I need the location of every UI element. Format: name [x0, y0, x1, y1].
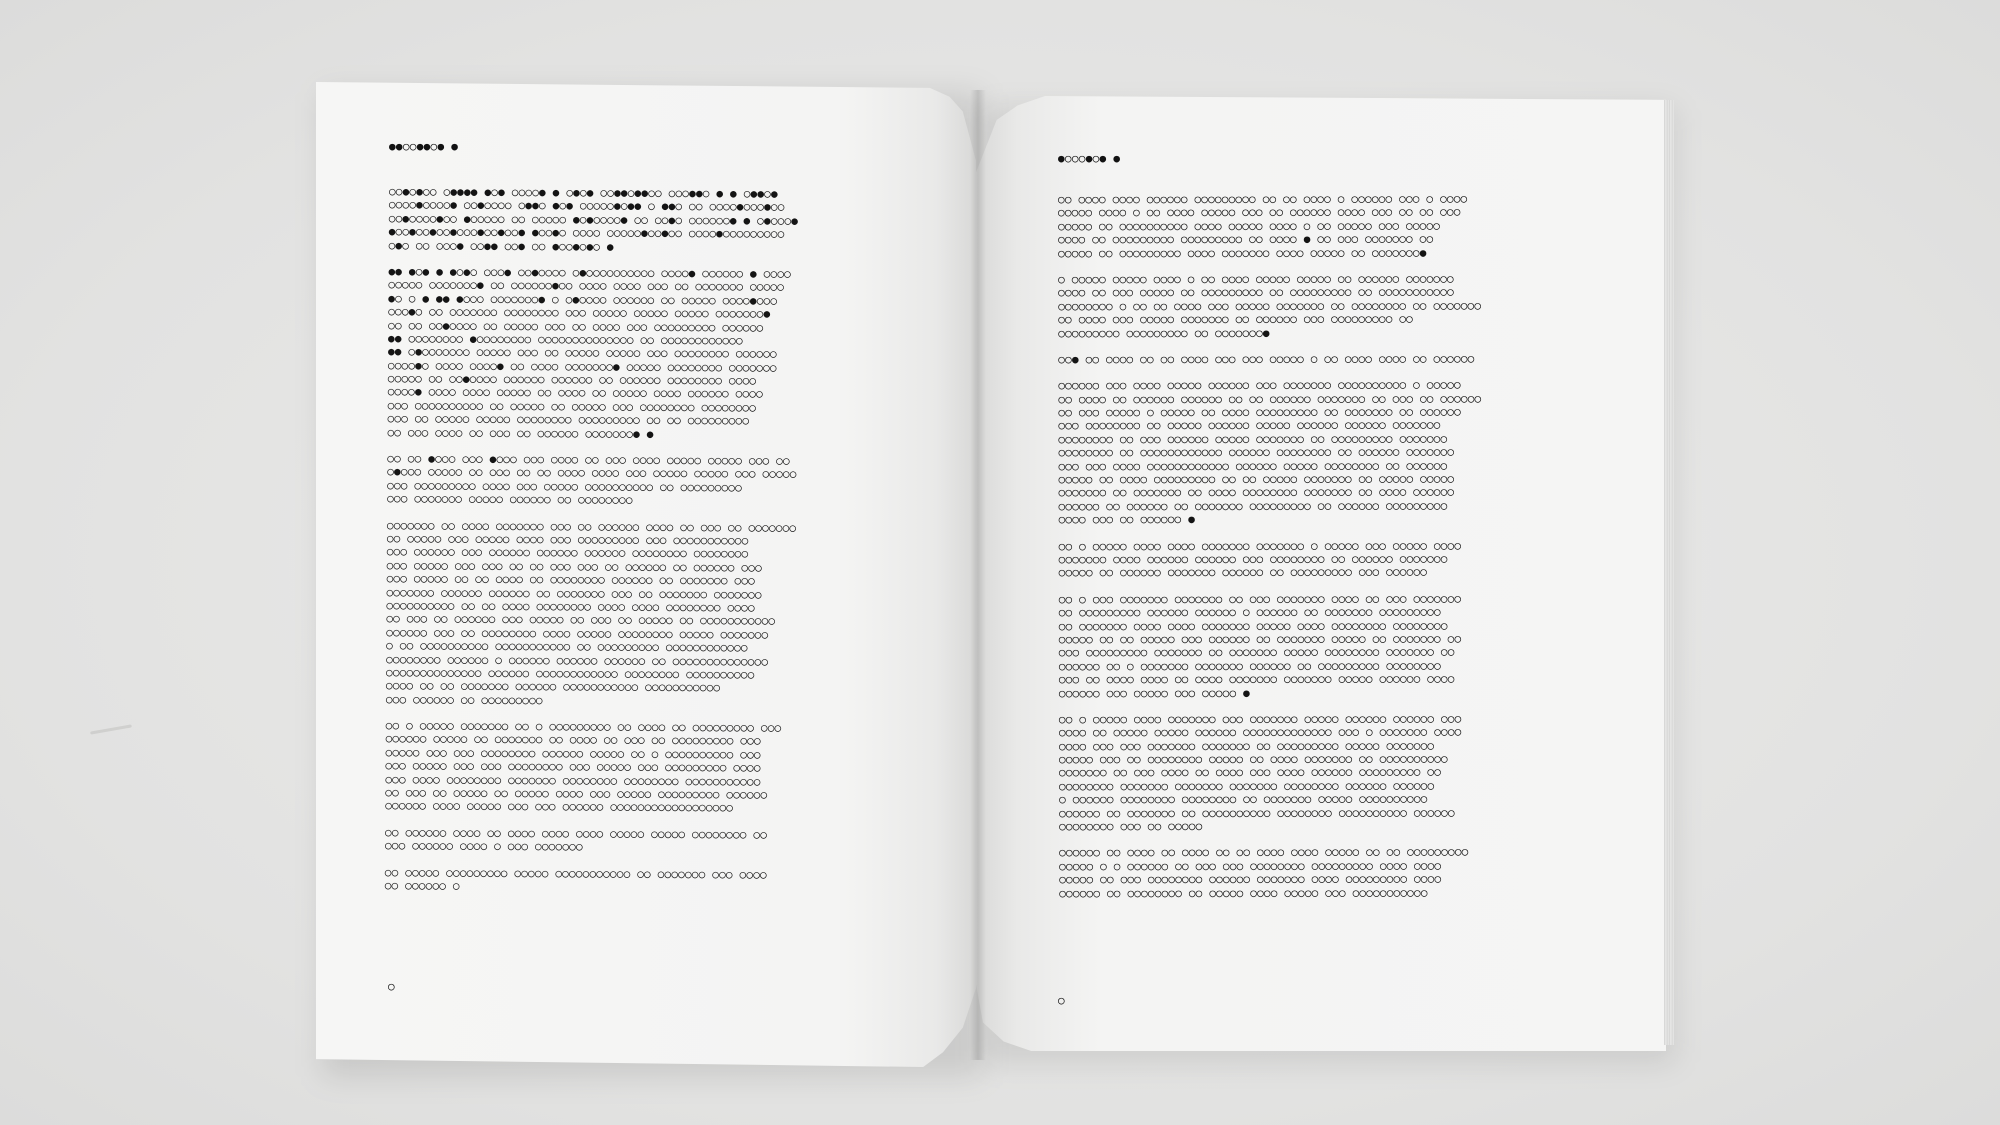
text-line: ○○ ○○ ○○●○○○○ ○○ ○○○○○ ○○○ ○○ ○○○○ ○○○ ○○○○○○○○○ ○○○○○○: [388, 318, 764, 334]
text-line: ○○ ○○○○ ○○○○ ○○○○○○ ○○○○○○○○○ ○○ ○○ ○○○○ ○ ○○○○○○ ○○○ ○ ○○○○: [1058, 192, 1468, 206]
text-line: ○○ ○ ○○○○○ ○○○○ ○○○○○○○ ○○○ ○○○○○○○ ○○○○○ ○○○○○○ ○○○○○○ ○○○: [1058, 712, 1462, 726]
paragraph: [1058, 272, 1481, 340]
page-stack-edges: [1664, 100, 1674, 1045]
text-line: ○○○○ ○○ ○○○○○ ○○○○○ ○○○○○○ ○○○○○○○○○○○○○ ○○○ ○ ○○○○○○○ ○○○○: [1058, 725, 1462, 740]
text-line: ○○○○○ ○○○ ○○ ○○○○○○○○ ○○○○○ ○○ ○○○○ ○○○○○○○ ○○ ○○○○○○○○○○: [1058, 752, 1448, 767]
text-line: ○○ ○○ ●○○○ ○○○ ●○○○ ○○○ ○○○○ ○○ ○○○ ○○○○ ○○○○○ ○○○○○ ○○○ ○○: [387, 452, 790, 468]
text-line: ○●○○○ ○○○○○ ○○ ○○○ ○○ ○○ ○○○○ ○○○○ ○○○ ○○○○○ ○○○○○ ○○○ ○○○○○: [387, 465, 797, 481]
paragraph: [1059, 846, 1482, 900]
text-line: ○○○ ○○ ○○○○○ ○○○○○ ○○○○○○○○ ○○○○○○○○○ ○○ ○○ ○○○○○○○○○: [387, 412, 750, 428]
text-line: ○○○○○○ ○○○○○ ○○ ○○○○○○○ ○○ ○○○○ ○○ ○○○ ○○ ○○○○○○○○○ ○○○: [385, 732, 761, 748]
text-line: ○○ ○○○ ○○○○ ○○ ○○○ ○○ ○○○○○○ ○○○○○○○● ●: [387, 425, 654, 441]
text-line: ○○○○○○○ ○○ ○○○○ ○○○○○○○ ○○○ ○○ ○○○○○○ ○○○○ ○○ ○○○ ○○ ○○○○○○○: [386, 518, 797, 535]
text-line: ○○○ ○○○○○○○○○ ○○○○○○○ ○○ ○○○○○○○ ○○○○○ ○○○○○○○○ ○○○○○○○ ○○: [1058, 645, 1455, 660]
text-line: ○○○○ ○○○ ○○○ ○○○○○○○ ○○○○○○○ ○○ ○○○○○○○○○ ○○○○○ ○○○○○○○: [1058, 739, 1435, 753]
text-line: ○○○ ○○○○○○ ○○○ ○○○○○○ ○○○○○○ ○○○○○○ ○○○○○○○○ ○○○○○○○○: [386, 545, 749, 561]
text-line: ○○○○● ○○○○ ○○○○ ○○○○○ ○○ ○○○○ ○○ ○○○○○ ○○○○ ○○○○○○ ○○○○: [387, 385, 764, 401]
text-line: ○○ ○○○ ○○ ○○○○○ ○○ ○○○○○ ○○○○ ○○○ ○○○○○ ○○○○○○○○○ ○○○○○○: [385, 786, 768, 802]
text-line: ○○ ○○○○○ ○○○ ○○○○○ ○○○○ ○○○ ○○○○○○○○○ ○○○ ○○○○○○○○○○○: [386, 531, 749, 548]
paragraph: [387, 452, 797, 508]
text-line: ○○○○○○○○ ○○ ○○○ ○○○○○○ ○○○○○ ○○○○○○○ ○○ ○○○○○○○○○ ○○○○○○○: [1058, 432, 1448, 446]
text-line: ○○○○○ ○○ ○○●○○○○ ○○○○○○ ○○○○○○ ○○ ○○○○○○ ○○○○○○○○ ○○○○: [387, 372, 757, 388]
paragraph: [389, 185, 799, 254]
paragraph: [1058, 379, 1481, 527]
text-line: ○ ○○○○○ ○○○○○ ○○○○ ○ ○○ ○○○○ ○○○○○ ○○○○○ ○○ ○○○○○○ ○○○○○○○: [1058, 272, 1454, 286]
text-line: ○○○○○ ○ ○ ○○○○○○ ○○ ○○○ ○○○ ○○○○○○○○ ○○○○○○○○○ ○○○○ ○○○○: [1059, 859, 1442, 873]
text-line: ○○○ ○○○○○ ○○ ○○ ○○○○ ○○ ○○○○○○○○ ○○○○○○ ○○ ○○○○○○○ ○○○: [386, 572, 756, 588]
text-line: ○○○ ○○○ ○○○○ ○○○○○○○○○○○○ ○○○○○○ ○○○○○ ○○○○○○○○ ○○ ○○○○○○: [1058, 458, 1448, 473]
text-line: ○○○○ ○○ ○○○○○○○○○ ○○○○○○○○○ ○○ ○○○○ ● ○○ ○○○ ○○○○○○○ ○○: [1058, 232, 1434, 247]
paragraph: [1059, 592, 1482, 700]
text-line: ○○ ○○○○○○ ○: [384, 878, 460, 893]
text-line: ○○○ ○○○○○○○ ○○○○○ ○○○○○○ ○○ ○○○○○○○○: [387, 492, 633, 507]
text-line: ○○ ○○○○○○○ ○○○○ ○○○○ ○○○○○○○ ○○○○○ ○○○○ ○○○○○○○○ ○○○○○○○○: [1058, 618, 1448, 633]
text-line: ○○○○○○ ○○○ ○○○○○ ○○○ ○○○○○ ●: [1058, 686, 1250, 700]
text-line: ○○○○ ○○○ ○○ ○○○○○○ ●: [1058, 512, 1196, 527]
paragraph: [1058, 352, 1481, 366]
paragraph: [385, 826, 795, 855]
text-line: ○○○○○ ○○ ○○○○○○○○○○ ○○○○ ○○○○○ ○○○○ ○ ○○ ○○○○○ ○○○ ○○○○○: [1058, 219, 1441, 233]
text-line: ○○○○○○○○ ○ ○○ ○○ ○○○○ ○○○ ○○○○○ ○○○○○○○ ○○ ○○○○○○○○ ○○ ○○○○○○○: [1058, 298, 1482, 313]
text-line: ○○○○○○ ○○ ○ ○○○○○○○ ○○○○○○○ ○○○○○○ ○○ ○○○○○○○○○ ○○○○○○○○: [1058, 659, 1441, 673]
text-line: ○○○○○○ ○○ ○○○○○○○ ○○ ○○○○○○○○○○ ○○○○○○○○ ○○○○○○○○○○ ○○○○○○: [1059, 805, 1455, 820]
text-line: ○○○ ○○○○○○○○○ ○○○○ ○○○ ○○○○○ ○○○○○○○○○○ ○○ ○○○○○○○○○: [387, 478, 742, 494]
text-line: ○●○ ○○ ○○○● ○○●● ○○● ○○ ●○○●○●○ ●: [388, 238, 614, 253]
text-line: ○○○○○ ○○ ○○○ ○○○○○○○○ ○○○○○○ ○○○○○○○ ○○○○ ○○○○○○○○○ ○○○○: [1059, 872, 1442, 887]
text-line: ○○ ○ ○○○○○ ○○○○ ○○○○ ○○○○○○○ ○○○○○○○ ○ ○○○○○ ○○○ ○○○○○ ○○○○: [1058, 538, 1462, 553]
text-line: ●○○●○○●○○●○○○●○○●○○● ●○○●○ ○○○○ ○○○○○●○○●○○ ○○○○●○○○○○○○○○: [388, 225, 785, 241]
text-line: ○○○○●○○○○● ○○●○○○○ ○●●○ ●○● ○○○○○●○●● ○ ●●○ ○○ ○○○○●○○○●○○: [388, 198, 785, 214]
text-line: ○○ ○○○ ○○○○○ ○ ○○○○○ ○○ ○○○○ ○○○○○○○○○ ○○ ○○○○○○○ ○○ ○○○○○○: [1058, 405, 1461, 420]
text-line: ○○● ○○ ○○○○ ○○ ○○ ○○○○ ○○○ ○○○ ○○○○○ ○ ○○ ○○○○ ○○○○ ○○ ○○○○○○: [1058, 352, 1475, 366]
book-gutter: [970, 90, 986, 1060]
text-line: ○○○ ○○○○○ ○○○ ○○○ ○○ ○○ ○○○ ○○○ ○○ ○○○○○○ ○○ ○○○○○○ ○○○: [386, 558, 762, 575]
text-line: ○○○○○○○ ○○ ○○○○○○○ ○○ ○○○○ ○○○○○○○○ ○○○○○○○ ○○ ○○○○ ○○○○○○: [1058, 485, 1455, 500]
paragraph: [385, 866, 795, 895]
text-line: ○○○○○ ○○○○○○○● ○○ ○○○○○○●○○ ○○○○ ○○○○ ○○○ ○○ ○○○○○○○ ○○○○○: [388, 278, 785, 294]
text-line: ○○○○○ ○○ ○○○○○○○○○ ○○○○ ○○○○○○○ ○○○○ ○○○○○ ○○ ○○○○○○○●: [1058, 245, 1427, 260]
paragraph: [387, 265, 797, 442]
right-page-body: [1058, 192, 1482, 913]
text-line: ○○○○○ ○○ ○○○○○○ ○○○○○○○ ○○○○○○ ○○ ○○○○○○○○○ ○○○ ○○○○○○: [1058, 565, 1428, 580]
text-line: ○○○○○○ ○○ ○○○○○○ ○○ ○○○○○○○ ○○○○○○○○○ ○○ ○○○○○○ ○○○○○○○○○: [1058, 499, 1448, 513]
text-line: ○○○○○○○○ ○○○ ○○ ○○○○○: [1059, 819, 1203, 834]
text-line: ○○○○○○ ○○○○ ○○○○○ ○○○ ○○○ ○○○○○○ ○○○○○○○○○○○○○○○○○○: [385, 799, 734, 815]
text-line: ●● ○○○○○○○○ ●○○○○○○○○ ○○○○○○○○○○○○○○ ○○ ○○○○○○○○○○○○: [388, 331, 743, 348]
text-line: ○○○ ○○○○○○○○ ○○ ○○○○○ ○○○○○○ ○○○○○ ○○○○○○ ○○○○○○ ○○○○○○○: [1058, 418, 1441, 433]
paragraph: [385, 719, 795, 815]
text-line: ○○○○○○○○○○ ○○ ○○ ○○○○ ○○○○○○○○ ○○○○ ○○○○ ○○○○○○○○ ○○○○: [386, 598, 755, 615]
text-line: ○○ ○○○○ ○○ ○○○○○○ ○○○○○○ ○○ ○○ ○○○○○○ ○○○○○○○ ○○ ○○○ ○○ ○○○○○○: [1058, 391, 1482, 406]
text-line: ○○○○○○○ ○○○○○○ ○○○○○○ ○○ ○○○○○○○ ○○○ ○○ ○○○○○○○ ○○○○○○○: [386, 585, 762, 601]
text-line: ○○○○○○○○ ○○ ○○○○○○○○○○○○ ○○○○○○ ○○○○○○○○ ○○ ○○○○○○ ○○○○○○○: [1058, 445, 1455, 460]
text-line: ●● ○●○○○○○○○ ○○○○○ ○○○ ○○ ○○○○○ ○○○○○ ○○○ ○○○○○○○○ ○○○○○○: [387, 345, 777, 361]
text-line: ○○○○ ○○ ○○ ○○○○○○○ ○○○○○○ ○○○○○○○○○○○ ○○○○○○○○○○○: [385, 679, 721, 695]
text-line: ○○○○○ ○○ ○○○○ ○○○○○○○○○ ○○ ○○ ○○○○○ ○○○○○○○ ○○ ○○○○○ ○○○○○: [1058, 472, 1455, 487]
text-line: ○○○○○○○○ ○○○○○○ ○ ○○○○○○ ○○○○○○ ○○○○○○ ○○ ○○○○○○○○○○○○○○: [386, 652, 769, 668]
text-line: ○○○○○○○○○ ○○○○○○○○○ ○○ ○○○○○○○●: [1058, 326, 1270, 340]
text-line: ○○○○○○ ○○○ ○○○○ ○○○○○ ○○○○○○ ○○○ ○○○○○○○ ○○○○○○○○○○ ○ ○○○○○: [1058, 378, 1461, 393]
text-line: ○○○ ○○○○○○ ○○ ○○○○○○○○○: [385, 692, 543, 707]
text-line: ○○ ○○○○○○○○○ ○○○○○○ ○○○○○○ ○ ○○○○○○ ○○ ○○○○○○○ ○○○○○○○○○: [1058, 605, 1441, 620]
text-line: ○○ ○ ○○○ ○○○○○○○ ○○○○○○○ ○○ ○○○ ○○○○○○○ ○○○○ ○○ ○○○ ○○○○○○○: [1058, 592, 1462, 606]
paragraph: [386, 519, 796, 709]
text-line: ○○○ ○○○○○○○○○○ ○○ ○○○○○ ○○ ○○○○○ ○○○ ○○○○○○○○ ○○○○○○○○: [387, 398, 757, 415]
paragraph: [1059, 712, 1482, 833]
text-line: ○○○○○○ ○○ ○○○○ ○○ ○○○○ ○○ ○○ ○○○○ ○○○○ ○○○○○ ○○ ○○ ○○○○○○○○○: [1059, 845, 1469, 860]
text-line: ○○ ○○○○ ○○○ ○○○○○ ○○○○○○○ ○○ ○○○○○○ ○○○ ○○○○○○○○○ ○○: [1058, 312, 1414, 327]
paragraph: [1059, 539, 1482, 580]
text-line: ○○●○●○○ ○●●●● ●○● ○○○○● ● ○●○● ○○●●○●●○○ ○○○●●○ ● ● ○●●○●: [388, 185, 778, 201]
text-line: ○○○○○ ○○○○ ○ ○○ ○○○○ ○○○○○ ○○○ ○○ ○○○○○○ ○○○○ ○○○ ○○ ○○ ○○○: [1058, 205, 1461, 220]
text-line: ○○○ ○○ ○○○○ ○○○○ ○○ ○○○○ ○○○○○○○ ○○○○○○○ ○○○○○ ○○○○○○ ○○○○: [1058, 672, 1455, 687]
text-line: ○○○○●○ ○○○○ ○○○○● ○○ ○○○○ ○○○○○○○● ○○○○○ ○○○○○○○○ ○○○○○○○: [387, 358, 777, 375]
text-line: ○○ ○○○○○ ○○○○○○○○○ ○○○○○ ○○○○○○○○○○○ ○○ ○○○○○○○ ○○○ ○○○○: [384, 865, 767, 881]
left-page-number: ○: [388, 980, 395, 993]
text-line: ○○ ○ ○○○○○ ○○○○○○○ ○○ ○ ○○○○○○○○○ ○○ ○○○○ ○○ ○○○○○○○○○ ○○○: [385, 719, 782, 735]
text-line: ○○○○○○ ○○○ ○○ ○○○○○○○○ ○○○○ ○○○○○ ○○○○○○○○ ○○○○○ ○○○○○○○: [386, 625, 769, 642]
text-line: ○○○○○ ○○○ ○○○ ○○○○○○○○ ○○○○○○ ○○○○○ ○○ ○ ○○○○○○○○○○ ○○○: [385, 745, 761, 762]
text-line: ○○ ○○○ ○○ ○○○○○○ ○○○ ○○○○○ ○○ ○○○ ○○ ○○○○○ ○○ ○○○○○○○○○○○: [386, 612, 776, 628]
left-page-heading: ●●○○●●○● ●: [389, 140, 459, 153]
text-line: ●○ ○ ● ●● ●○○○ ○○○○○○○● ○ ○●○○○○ ○○○○○○ ○○ ○○○○○ ○○○○●○○○: [388, 291, 778, 308]
text-line: ○○○ ○○○○ ○○○○○○○○ ○○○○○○○ ○○○○○○○○ ○○○○○○○○ ○○○○○○○○○○○: [385, 772, 761, 788]
text-line: ○○ ○○○○○○ ○○○○ ○○ ○○○○ ○○○○ ○○○○ ○○○○○ ○○○○○ ○○○○○○○○ ○○: [385, 825, 768, 842]
text-line: ○○○○ ○○ ○○○ ○○○○○ ○○ ○○○○○○○○○ ○○ ○○○○○○○○○ ○○ ○○○○○○○○○○○: [1058, 285, 1454, 300]
right-page-number: ○: [1058, 994, 1065, 1007]
text-line: ○○○○○○○○ ○○○○○○○ ○○○○○○○ ○○○○○○○ ○○○○○○○○ ○○○○○○ ○○○○○○: [1059, 779, 1435, 793]
text-line: ○○○○○○○ ○○○○ ○○○○○○ ○○○○○○ ○○○ ○○○○○○○○ ○○ ○○○○○○ ○○○○○○○: [1058, 552, 1448, 566]
text-line: ○ ○○ ○○○○○○○○○○ ○○○○○○○○○○○ ○○ ○○○○○○○○○ ○○○○○○○○○○○○: [386, 639, 748, 655]
text-line: ○○○ ○○○○○ ○○○ ○○○ ○○○○○○○○ ○○○ ○○○○○ ○○○ ○○○○○○○○○ ○○○○: [385, 759, 761, 775]
text-line: ○○○●○ ○○ ○○○○○○○ ○○○○○○○○ ○○○ ○○○○○ ○○○○○ ○○○○○ ○○○○○○○●: [388, 305, 771, 321]
text-line: ○○●○○○○●○○ ●○○○○○ ○○ ○○○○○ ●○●○○○○● ○○ ○○●○ ○○○○○○● ● ○●○○○●: [388, 211, 799, 228]
background-mark: [90, 724, 132, 734]
text-line: ○○○○○○ ○○ ○○○○○○○○ ○○ ○○○○○ ○○○○ ○○○○○ ○○○ ○○○○○○○○○○○: [1059, 885, 1428, 900]
text-line: ○○○ ○○○○○○ ○○○○ ○ ○○○ ○○○○○○○: [384, 839, 583, 854]
right-page-heading: ●○○○●○● ●: [1058, 152, 1121, 165]
left-page-body: [385, 185, 799, 908]
text-line: ○ ○○○○○○ ○○○○○○○○ ○○○○○○○○ ○○ ○○○○○○○ ○○○○○ ○○○○○○○○○○: [1059, 792, 1428, 807]
paragraph: [1058, 192, 1481, 260]
text-line: ○○○○○○○○○○○○○○ ○○○○○○ ○○○○○○○○○○○○ ○○○○○○○○ ○○○○○○○○○○: [385, 665, 755, 682]
text-line: ○○○○○ ○○ ○○ ○○○○○ ○○○ ○○○○○○ ○○ ○○○○○○○ ○○○○○ ○○ ○○○○○○○ ○○: [1058, 632, 1462, 646]
text-line: ●● ●○● ● ●○●○ ○○○● ○○●○○○○ ○●○○○○○○○○○○ ○○○○● ○○○○○○ ● ○○○○: [388, 264, 792, 281]
text-line: ○○○○○○○ ○○ ○○○ ○○○○ ○○ ○○○○ ○○○ ○○○○ ○○○○○○ ○○○○○○○○○ ○○: [1059, 765, 1442, 780]
